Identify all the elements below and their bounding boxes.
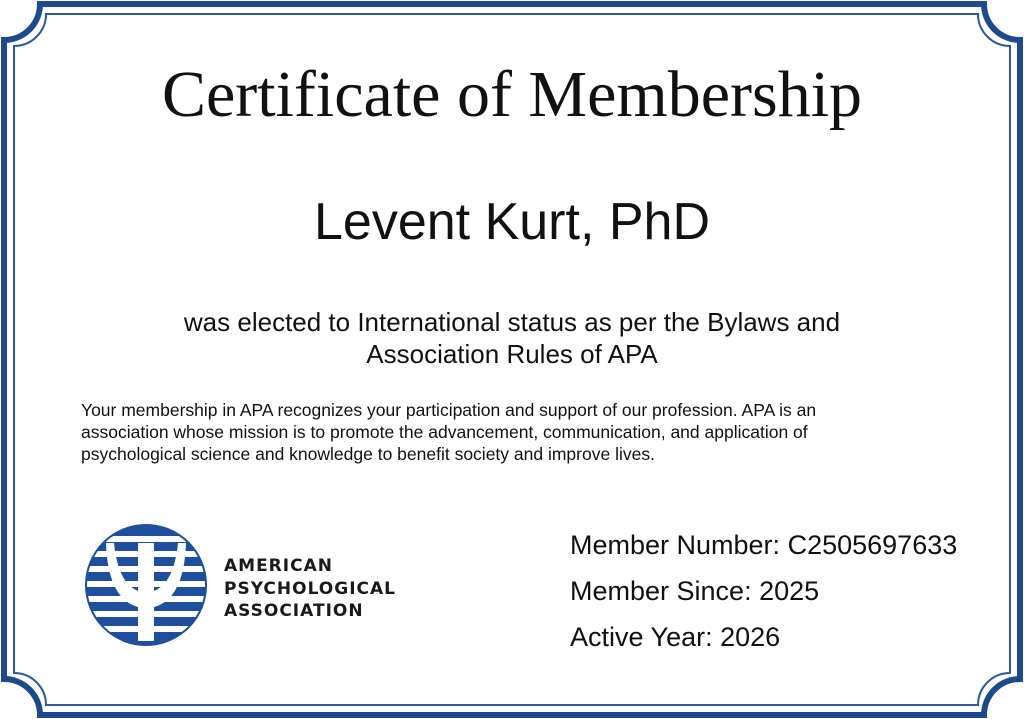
- active-year-value: 2026: [720, 622, 781, 652]
- member-since-label: Member Since:: [570, 576, 752, 606]
- membership-statement: [0, 306, 1024, 370]
- member-since-value: 2025: [759, 576, 820, 606]
- apa-logo: [84, 523, 424, 647]
- member-number-label: Member Number:: [570, 530, 781, 560]
- description-line: association whose mission is to promote the advancement, communication, and application of: [81, 422, 808, 442]
- certificate-title: Certificate of Membership: [161, 58, 863, 131]
- apa-wordmark: [224, 555, 396, 623]
- wordmark-line: ASSOCIATION: [224, 601, 364, 621]
- statement-line: Association Rules of APA: [366, 339, 658, 369]
- wordmark-line: AMERICAN: [224, 556, 333, 576]
- member-since-row: [570, 568, 957, 614]
- psi-emblem-icon: [84, 523, 208, 647]
- member-name: Levent Kurt, PhD: [314, 193, 710, 251]
- active-year-label: Active Year:: [570, 622, 713, 652]
- wordmark-line: PSYCHOLOGICAL: [224, 578, 396, 599]
- active-year-row: [570, 614, 957, 660]
- membership-details: [570, 522, 957, 660]
- statement-line: was elected to International status as per the Bylaws and: [183, 307, 841, 337]
- description-line: psychological science and knowledge to benefit society and improve lives.: [81, 444, 655, 464]
- member-number-row: [570, 522, 957, 568]
- membership-description: [81, 399, 951, 465]
- description-line: Your membership in APA recognizes your participation and support of our profession. APA is an: [81, 400, 817, 420]
- member-number-value: C2505697633: [787, 530, 958, 560]
